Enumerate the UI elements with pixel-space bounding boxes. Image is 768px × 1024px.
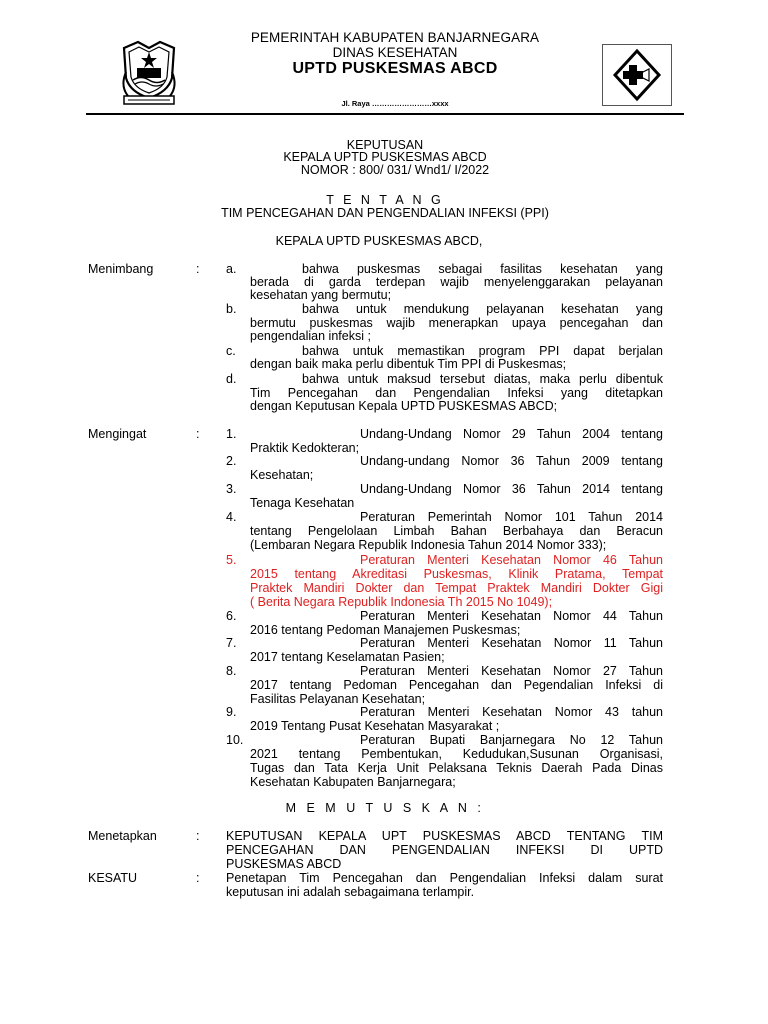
menimbang-marker: b.: [226, 302, 237, 316]
header-government: PEMERINTAH KABUPATEN BANJARNEGARA: [250, 30, 540, 45]
menimbang-marker: d.: [226, 372, 237, 386]
kesatu-line: Penetapan Tim Pencegahan dan Pengendalian Infeksi dalam surat: [226, 871, 663, 885]
menetapkan-line: PUSKESMAS ABCD: [226, 857, 342, 871]
mengingat-marker-highlighted: 5.: [226, 553, 237, 567]
mengingat-line: Praktik Kedokteran;: [250, 441, 360, 455]
mengingat-marker: 1.: [226, 427, 237, 441]
header-address: Jl. Raya ……………………xxxx: [341, 99, 449, 108]
title-kepala: KEPALA UPTD PUSKESMAS ABCD: [283, 150, 487, 164]
menimbang-line: kesehatan yang bermutu;: [250, 288, 392, 302]
mengingat-line-highlighted: 2015 tentang Akreditasi Puskesmas, Klinik Pratama, Tempat: [250, 567, 663, 581]
mengingat-line: Kesehatan Kabupaten Banjarnegara;: [250, 775, 456, 789]
menimbang-marker: c.: [226, 344, 236, 358]
mengingat-marker: 10.: [226, 733, 244, 747]
menimbang-line: dengan Keputusan Kepala UPTD PUSKESMAS ABCD;: [250, 399, 558, 413]
menimbang-line: pengendalian infeksi ;: [250, 329, 371, 343]
mengingat-line: Peraturan Menteri Kesehatan Nomor 27 Tahun: [360, 664, 663, 678]
title-nomor: NOMOR : 800/ 031/ Wnd1/ I/2022: [300, 163, 490, 177]
menimbang-marker: a.: [226, 262, 237, 276]
mengingat-line: Undang-Undang Nomor 29 Tahun 2004 tentang: [360, 427, 663, 441]
title-keputusan: KEPUTUSAN: [346, 138, 424, 152]
kesatu-colon: :: [196, 871, 200, 885]
mengingat-marker: 9.: [226, 705, 237, 719]
title-subject: TIM PENCEGAHAN DAN PENGENDALIAN INFEKSI (PPI): [221, 206, 549, 220]
mengingat-line: 2017 tentang Keselamatan Pasien;: [250, 650, 445, 664]
header-divider: [86, 113, 684, 115]
mengingat-line: Undang-Undang Nomor 36 Tahun 2014 tentang: [360, 482, 663, 496]
mengingat-line: Kesehatan;: [250, 468, 314, 482]
menetapkan-label: Menetapkan: [88, 829, 157, 843]
menetapkan-colon: :: [196, 829, 200, 843]
puskesmas-logo: [602, 44, 672, 106]
mengingat-line: tentang Pengelolaan Limbah Bahan Berbahaya dan Beracun: [250, 524, 663, 538]
mengingat-line: Tugas dan Tata Kerja Unit Pelaksana Teknis Daerah Pada Dinas: [250, 761, 663, 775]
menimbang-line: Tim Pencegahan dan Pengendalian Infeksi yang ditetapkan: [250, 386, 663, 400]
puskesmas-cross-icon: [603, 45, 671, 105]
mengingat-marker: 6.: [226, 609, 237, 623]
menimbang-line: dengan baik maka perlu dibentuk Tim PPI di Puskesmas;: [250, 357, 567, 371]
menimbang-colon: :: [196, 262, 200, 276]
menimbang-line: bahwa untuk mendukung pelayanan kesehatan yang: [302, 302, 663, 316]
mengingat-line-highlighted: ( Berita Negara Republik Indonesia Th 2015 No 1049);: [250, 595, 553, 609]
mengingat-label: Mengingat: [88, 427, 147, 441]
mengingat-line: 2019 Tentang Pusat Kesehatan Masyarakat ;: [250, 719, 500, 733]
mengingat-marker: 3.: [226, 482, 237, 496]
mengingat-marker: 2.: [226, 454, 237, 468]
mengingat-line-highlighted: Praktek Mandiri Dokter dan Tempat Praktek Mandiri Dokter Gigi: [250, 581, 663, 595]
mengingat-line: 2021 tentang Pembentukan, Kedudukan,Susunan Organisasi,: [250, 747, 663, 761]
kesatu-label: KESATU: [88, 871, 138, 885]
menimbang-line: bermutu puskesmas wajib menerapkan upaya pencegahan dan: [250, 316, 663, 330]
mengingat-line: Peraturan Pemerintah Nomor 101 Tahun 2014: [360, 510, 663, 524]
header-puskesmas: UPTD PUSKESMAS ABCD: [292, 60, 498, 77]
menimbang-line: berada di garda terdepan wajib menyelenggarakan pelayanan: [250, 275, 663, 289]
menimbang-line: bahwa untuk maksud tersebut diatas, maka perlu dibentuk: [302, 372, 663, 386]
mengingat-line-highlighted: Peraturan Menteri Kesehatan Nomor 46 Tahun: [360, 553, 663, 567]
mengingat-marker: 8.: [226, 664, 237, 678]
menimbang-line: bahwa untuk memastikan program PPI dapat berjalan: [302, 344, 663, 358]
mengingat-line: Peraturan Menteri Kesehatan Nomor 44 Tahun: [360, 609, 663, 623]
menetapkan-line: KEPUTUSAN KEPALA UPT PUSKESMAS ABCD TENTANG TIM: [226, 829, 663, 843]
mengingat-line: Peraturan Bupati Banjarnegara No 12 Tahun: [360, 733, 663, 747]
mengingat-line: 2017 tentang Pedoman Pencegahan dan Pegendalian Infeksi di: [250, 678, 663, 692]
regency-emblem-logo: [118, 38, 180, 106]
mengingat-line: Peraturan Menteri Kesehatan Nomor 43 tahun: [360, 705, 663, 719]
mengingat-marker: 7.: [226, 636, 237, 650]
mengingat-marker: 4.: [226, 510, 237, 524]
title-signatory: KEPALA UPTD PUSKESMAS ABCD,: [275, 234, 483, 248]
menimbang-line: bahwa puskesmas sebagai fasilitas kesehatan yang: [302, 262, 663, 276]
memutuskan-heading: M E M U T U S K A N :: [285, 801, 485, 815]
mengingat-line: Fasilitas Pelayanan Kesehatan;: [250, 692, 426, 706]
title-tentang: T E N T A N G: [326, 193, 444, 207]
menetapkan-line: PENCEGAHAN DAN PENGENDALIAN INFEKSI DI UPTD: [226, 843, 663, 857]
mengingat-colon: :: [196, 427, 200, 441]
header-department: DINAS KESEHATAN: [332, 45, 458, 60]
mengingat-line: Tenaga Kesehatan: [250, 496, 355, 510]
menimbang-label: Menimbang: [88, 262, 154, 276]
mengingat-line: Peraturan Menteri Kesehatan Nomor 11 Tahun: [360, 636, 663, 650]
kesatu-line: keputusan ini adalah sebagaimana terlampir.: [226, 885, 475, 899]
mengingat-line: (Lembaran Negara Republik Indonesia Tahun 2014 Nomor 333);: [250, 538, 607, 552]
mengingat-line: 2016 tentang Pedoman Manajemen Puskesmas;: [250, 623, 521, 637]
mengingat-line: Undang-undang Nomor 36 Tahun 2009 tentang: [360, 454, 663, 468]
